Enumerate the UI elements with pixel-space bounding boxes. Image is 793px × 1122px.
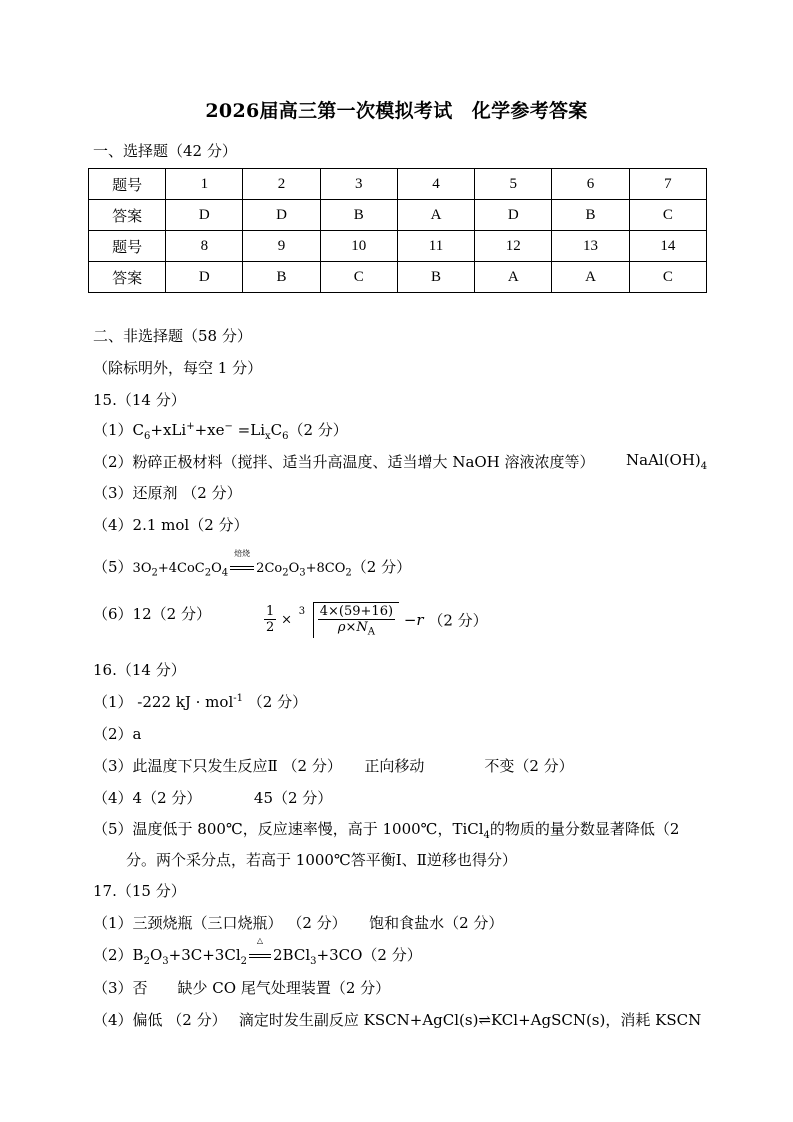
q15-a6-formula: $\frac{1}{2}$ × 3 $\frac{4\times(59+16)}{\rho\times N_A}$ −r （2 分） [266, 604, 488, 638]
q15-a2-product: $NaAl(OH)_4$ [626, 451, 708, 472]
q16-a2: （2）a [93, 725, 142, 743]
table-cell: A [552, 262, 629, 293]
table-cell: 13 [552, 231, 629, 262]
q17-a3: （3）否 缺少 CO 尾气处理装置（2 分） [93, 979, 391, 997]
q17-head: 17.（15 分） [93, 882, 186, 900]
table-cell: A [397, 200, 474, 231]
table-cell: A [475, 262, 552, 293]
table-cell: 8 [166, 231, 243, 262]
q16-head: 16.（14 分） [93, 661, 186, 679]
q15-head: 15.（14 分） [93, 391, 186, 409]
table-cell: B [243, 262, 320, 293]
table-cell: C [629, 262, 706, 293]
q15-a4: （4）2.1 mol（2 分） [93, 516, 249, 534]
table-row [89, 169, 707, 200]
section2-heading: 二、非选择题（58 分） [93, 327, 252, 345]
q17-a2: $(2)B_2O_3+3C+3Cl_2$ △ 2BCl$_3$+3CO（2 分） [93, 936, 422, 967]
table-cell: B [397, 262, 474, 293]
table-cell: 3 [320, 169, 397, 200]
answer-table [88, 168, 707, 293]
q16-a5-line2: 分。两个采分点，若高于 1000℃答平衡Ⅰ、Ⅱ逆移也得分） [126, 851, 517, 869]
q15-a3: （3）还原剂 （2 分） [93, 484, 242, 502]
table-cell: D [166, 200, 243, 231]
table-cell: 10 [320, 231, 397, 262]
table-cell: 7 [629, 169, 706, 200]
section1-heading: 一、选择题（42 分） [93, 142, 237, 160]
table-cell: D [475, 200, 552, 231]
table-row [89, 262, 707, 293]
table-cell: 4 [397, 169, 474, 200]
table-cell: 1 [166, 169, 243, 200]
table-cell: C [629, 200, 706, 231]
table-cell: 2 [243, 169, 320, 200]
section2-note: （除标明外，每空 1 分） [93, 359, 263, 377]
q15-a5: $(5)3O_2+4CoC_2O_4$ 焙烧 $2Co_2O_3+8CO_2(2$ 分） [93, 549, 412, 579]
q17-a4: （4）偏低 （2 分） 滴定时发生副反应 KSCN+AgCl(s)⇌KCl+AgSCN(s)，消耗 KSCN [93, 1011, 702, 1029]
q16-a4: （4）4（2 分） 45（2 分） [93, 789, 333, 807]
q16-a1: （1） -222 kJ · mol$^{-1}$ （2 分） [93, 693, 308, 711]
table-cell: B [320, 200, 397, 231]
table-cell: 12 [475, 231, 552, 262]
q17-a1: （1）三颈烧瓶（三口烧瓶） （2 分） 饱和食盐水（2 分） [93, 914, 504, 932]
table-cell: D [166, 262, 243, 293]
q16-a5-line1: （5）温度低于 800℃，反应速率慢，高于 1000℃，TiCl$_4$的物质的量分数显著降低（2 [93, 820, 680, 841]
table-cell: 14 [629, 231, 706, 262]
table-cell: C [320, 262, 397, 293]
table-row [89, 200, 707, 231]
page-title: 2026届高三第一次模拟考试 化学参考答案 [205, 100, 588, 122]
q15-a1: $(1)C_6+xLi^++xe^- =Li_xC_6(2$ 分） [93, 421, 348, 442]
table-cell: 6 [552, 169, 629, 200]
q16-a3: （3）此温度下只发生反应Ⅱ （2 分） 正向移动 不变（2 分） [93, 757, 574, 775]
table-row [89, 231, 707, 262]
table-cell: B [552, 200, 629, 231]
q15-a6: （6）12（2 分） [93, 605, 211, 623]
table-row-header: 答案 [89, 200, 166, 231]
table-cell: 9 [243, 231, 320, 262]
table-cell: 11 [397, 231, 474, 262]
table-cell: D [243, 200, 320, 231]
table-row-header: 答案 [89, 262, 166, 293]
table-row-header: 题号 [89, 169, 166, 200]
table-cell: 5 [475, 169, 552, 200]
table-row-header: 题号 [89, 231, 166, 262]
q15-a2: （2）粉碎正极材料（搅拌、适当升高温度、适当增大 NaOH 溶液浓度等） [93, 453, 595, 471]
